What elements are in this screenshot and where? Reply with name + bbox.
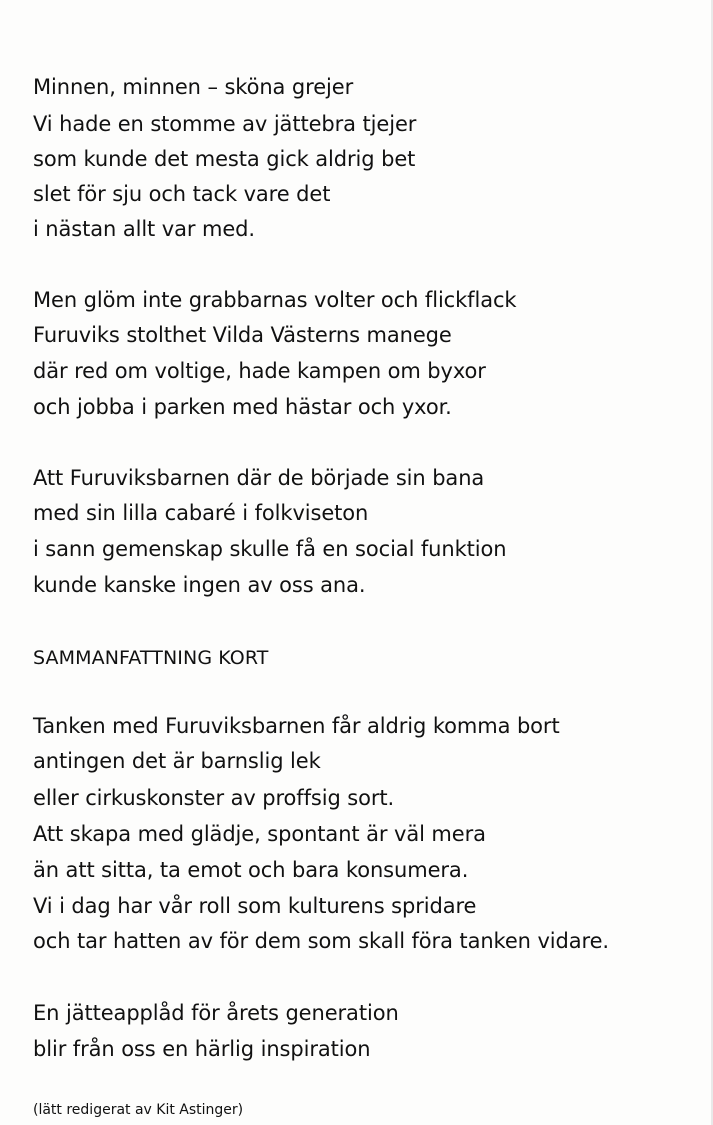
poem-line: Vi i dag har vår roll som kulturens spridare [33, 894, 477, 918]
poem-line: Tanken med Furuviksbarnen får aldrig komma bort [33, 714, 560, 738]
poem-line: kunde kanske ingen av oss ana. [33, 573, 366, 597]
poem-line: Att Furuviksbarnen där de började sin bana [33, 466, 485, 490]
poem-line: Vi hade en stomme av jättebra tjejer [33, 112, 417, 136]
poem-line: eller cirkuskonster av proffsig sort. [33, 786, 395, 810]
poem-line: Men glöm inte grabbarnas volter och flickflack [33, 288, 517, 312]
poem-line: Att skapa med glädje, spontant är väl mera [33, 822, 486, 846]
poem-line: Minnen, minnen – sköna grejer [33, 75, 354, 99]
poem-line: antingen det är barnslig lek [33, 749, 321, 773]
poem-line: En jätteapplåd för årets generation [33, 1001, 399, 1025]
poem-line: med sin lilla cabaré i folkviseton [33, 501, 369, 525]
poem-line: blir från oss en härlig inspiration [33, 1037, 371, 1061]
poem-line: slet för sju och tack vare det [33, 182, 331, 206]
poem-line: och tar hatten av för dem som skall föra tanken vidare. [33, 929, 609, 953]
poem-line: och jobba i parken med hästar och yxor. [33, 395, 452, 419]
editor-note: (lätt redigerat av Kit Astinger) [33, 1102, 244, 1118]
poem-line: Furuviks stolthet Vilda Västerns manege [33, 323, 452, 347]
poem-line: i nästan allt var med. [33, 217, 255, 241]
poem-line: där red om voltige, hade kampen om byxor [33, 359, 486, 383]
poem-line: i sann gemenskap skulle få en social funktion [33, 537, 507, 561]
section-heading: SAMMANFATTNING KORT [33, 647, 269, 669]
poem-line: som kunde det mesta gick aldrig bet [33, 147, 416, 171]
poem-line: än att sitta, ta emot och bara konsumera. [33, 858, 469, 882]
